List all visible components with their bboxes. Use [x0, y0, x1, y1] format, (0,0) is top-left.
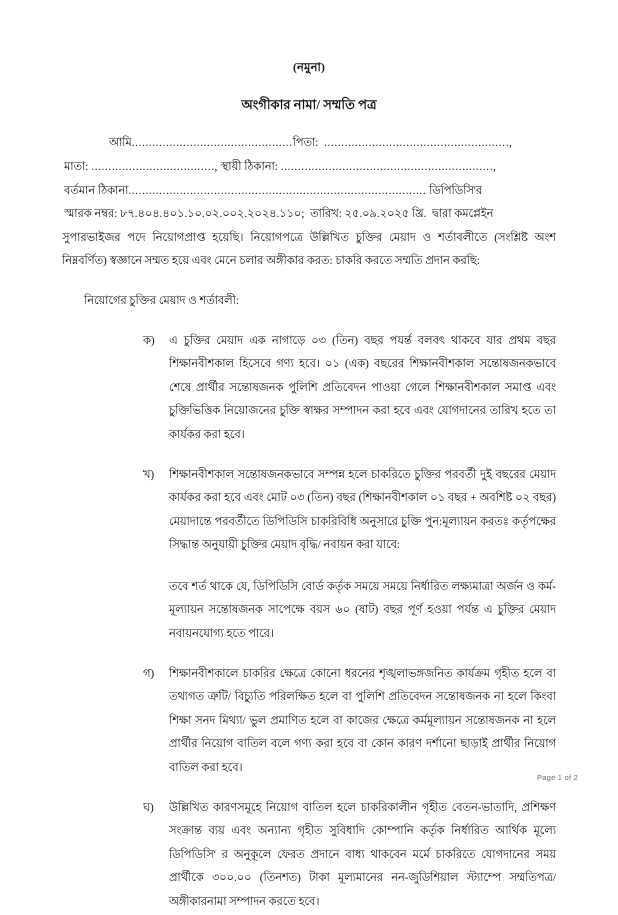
mother-blank-dots[interactable]: ...................................., — [91, 160, 218, 173]
clause-proviso-paragraph: তবে শর্ত থাকে যে, ডিপিডিসি বোর্ড কর্তৃক সময়ে সময়ে নির্ধারিত লক্ষ্যমাত্রা অর্জন ও কর্ম-মূল্যায়ন সন্তোষজনক সাপেক্ষে বয়স ৬০ (ষাট) বছর পূর্ণ হওয়া পর্যন্ত এ চুক্তির মেয়াদ নবায়নযোগ্য হতে পারে। — [169, 580, 556, 641]
permanent-address-label: স্থায়ী ঠিকানা: — [220, 160, 278, 173]
present-address-blank-dots[interactable]: ....................................................................................... — [128, 184, 427, 197]
father-blank-dots[interactable]: ......................................................, — [324, 137, 513, 150]
field-row-mother-permanent-address — [62, 156, 556, 180]
self-label: আমি — [109, 137, 132, 150]
clause-paragraph: শিক্ষানবীশকালে চাকরির ক্ষেত্রে কোনো ধরনের শৃঙ্খলাভঙ্গজনিত কার্যক্রম গৃহীত হলে বা তথ্যগত ত্রুটি/ বিচ্যুতি পরিলক্ষিত হলে বা পুলিশি প্রতিবেদন সন্তোষজনক না হলে কিংবা শিক্ষা সনদ মিথ্যা/ ভুল প্রমাণিত হলে বা কাজের ক্ষেত্রে কর্মমূল্যায়ন সন্তোষজনক না হলে প্রার্থীর নিয়োগ বাতিল বলে গণ্য করা হবে বা কোন কারণ দর্শানো ছাড়াই প্রার্থীর নিয়োগ বাতিল করা হবে। — [169, 667, 556, 775]
memo-tail-text: দ্বারা কমপ্লেইন — [432, 208, 494, 221]
present-address-label: বর্তমান ঠিকানা — [64, 184, 129, 197]
clause-paragraph: উল্লিখিত কারণসমূহে নিয়োগ বাতিল হলে চাকরিকালীন গৃহীত বেতন-ভাতাদি, প্রশিক্ষণ সংক্রান্ত ব্যয় এবং অন্যান্য গৃহীত সুবিধাদি কোম্পানি কর্তৃক নির্ধারিত আর্থিক মূল্যে ডিপিডিসি' র অনুকূলে ফেরত প্রদানে বাধ্য থাকবেন মর্মে চাকরিতে যোগদানের সময় প্রার্থীকে ৩০০.০০ (তিনশত) টাকা মূল্যমানের নন-জুডিশিয়াল স্ট্যাম্পে সম্মতিপত্র/ অঙ্গীকারনামা সম্পাদন করতে হবে। — [169, 801, 556, 909]
fill-in-fields — [62, 132, 556, 226]
clause-body — [169, 663, 556, 781]
memo-number: ৮৭.৪০৪.৪০১.১০.০২.০০২.২০২৪.১১০; — [120, 208, 305, 221]
mother-label: মাতা: — [64, 160, 89, 173]
clause-paragraph: এ চুক্তির মেয়াদ এক নাগাড়ে ০৩ (তিন) বছর পযর্ন্ত বলবৎ থাকবে যার প্রথম বছর শিক্ষানবীশকাল হিসেবে গণ্য হবে। ০১ (এক) বছরের শিক্ষানবীশকাল সন্তোষজনকভাবে শেষে প্রার্থীর সন্তোষজনক পুলিশি প্রতিবেদন পাওয়া গেলে শিক্ষানবীশকাল সমাপ্ত এবং চুক্তিভিত্তিক নিয়োজনের চুক্তি স্বাক্ষর সম্পাদন করা হবে এবং যোগদানের তারিখ হতে তা কার্যকর করা হবে। — [169, 334, 556, 441]
clause-item-ka — [62, 330, 556, 448]
clause-list — [62, 330, 556, 915]
field-row-memo-date — [62, 203, 556, 227]
memo-label: স্মারক নম্বর: — [64, 208, 118, 221]
clause-marker: খ) — [143, 468, 155, 481]
self-blank-dots[interactable]: ............................................... — [131, 137, 293, 150]
clause-marker: গ) — [143, 667, 155, 680]
terms-subheading: নিয়োগের চুক্তির মেয়াদ ও শর্তাবলী: — [84, 294, 239, 307]
clause-marker: ঘ) — [143, 801, 154, 814]
page-title: অংগীকার নামা/ সম্মতি পত্র — [241, 96, 377, 112]
clause-body — [169, 464, 556, 647]
date-era-label: খ্রি. — [411, 208, 427, 221]
clause-item-ga — [62, 663, 556, 781]
intro-paragraph: সুপারভাইজর পদে নিয়োগপ্রাপ্ত হয়েছি। নিয়োগপত্রে উল্লিখিত চুক্তির মেয়াদ ও শর্তাবলীতে (সংশ্লিষ্ট অংশ নিম্নবর্ণিত) স্বজ্ঞানে সম্মত হয়ে এবং মেনে চলার অঙ্গীকার করত: চাকরি করতে সম্মতি প্রদান করছি: — [62, 231, 556, 268]
field-row-self-father — [62, 132, 556, 156]
clause-paragraph: শিক্ষানবীশকাল সন্তোষজনকভাবে সম্পন্ন হলে চাকরিতে চুক্তির পরবর্তী দুই বছরের মেয়াদ কার্যকর করা হবে এবং মোট ০৩ (তিন) বছর (শিক্ষানবীশকাল ০১ বছর + অবশিষ্ট ০২ বছর) মেয়াদান্তে পরবর্তীতে ডিপিডিসি চাকরিবিধি অনুসারে চুক্তি পুন:মূল্যায়ন করতঃ কর্তৃপক্ষের সিদ্ধান্ত অনুযায়ী চুক্তির মেয়াদ বৃদ্ধি/ নবায়ন করা যাবে: — [169, 468, 556, 552]
company-name-suffix: ডিপিডিসি'র — [429, 184, 483, 197]
sample-marker: (নমুনা) — [292, 62, 326, 74]
document-content — [62, 0, 556, 915]
clause-body — [169, 330, 556, 448]
page-footer: Page 1 of 2 — [536, 773, 578, 782]
field-row-present-address — [62, 180, 556, 204]
date-value: ২৫.০৯.২০২৫ — [344, 208, 410, 221]
clause-marker: ক) — [143, 334, 155, 347]
permanent-address-blank-dots[interactable]: .............................................................., — [280, 160, 497, 173]
clause-item-gha — [62, 797, 556, 915]
clause-body — [169, 797, 556, 915]
date-label: তারিখ: — [310, 208, 342, 221]
father-label: পিতা: — [292, 137, 319, 150]
clause-item-kha — [62, 464, 556, 647]
